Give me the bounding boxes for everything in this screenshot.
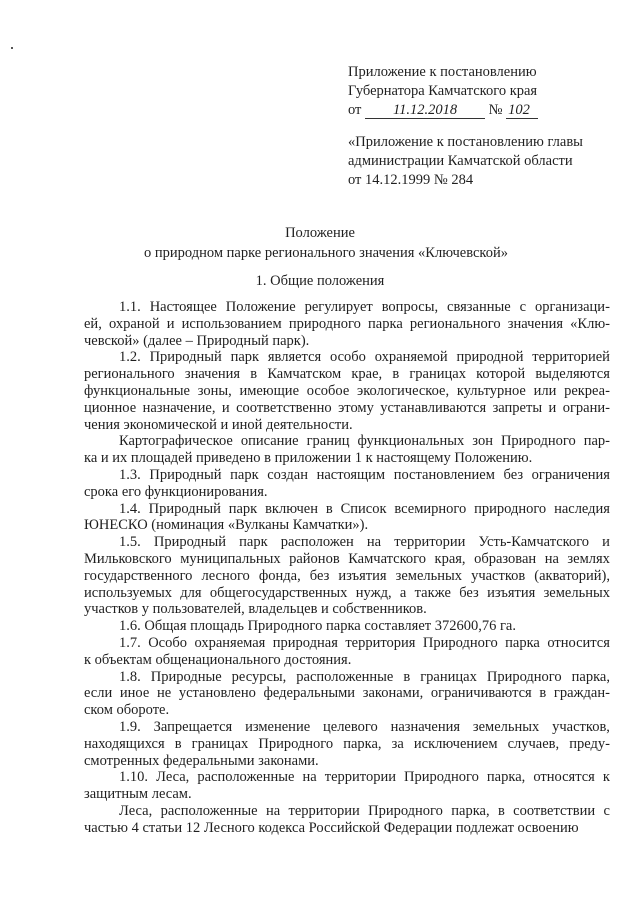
- paragraph-p1-1: [84, 299, 610, 349]
- paragraph-line: чения экономической и иной деятельности.: [84, 416, 353, 433]
- header-date-line: [348, 101, 633, 120]
- document-body: [84, 299, 610, 837]
- paragraph-line: чевской» (далее – Природный парк).: [84, 332, 310, 349]
- paragraph-line: 1.5. Природный парк расположен на территории Усть-Камчатского и: [119, 534, 610, 551]
- number-prefix: №: [488, 102, 503, 118]
- appendix-header: [348, 63, 633, 120]
- page-margin-dot: [11, 47, 13, 49]
- paragraph-line: 1.2. Природный парк является особо охраняемой природной территорией: [119, 349, 610, 366]
- paragraph-p1-10: [84, 769, 610, 803]
- decree-date: 11.12.2018: [365, 102, 485, 119]
- paragraph-p1-6: [84, 618, 610, 635]
- header-line-1: Приложение к постановлению: [348, 64, 537, 80]
- document-title: Положение: [285, 225, 355, 241]
- paragraph-line: государственного лесного фонда, без изъятия земельных участков (акваторий),: [84, 567, 610, 584]
- subheader-line-1: «Приложение к постановлению главы: [348, 134, 583, 150]
- subheader-line-2: администрации Камчатской области: [348, 153, 573, 169]
- paragraph-line: используемых для общегосударственных нужд, а также без изъятия земельных: [84, 584, 610, 601]
- paragraph-line: 1.6. Общая площадь Природного парка составляет 372600,76 га.: [119, 618, 516, 635]
- section-heading: 1. Общие положения: [255, 273, 385, 289]
- header-line-2: Губернатора Камчатского края: [348, 83, 538, 99]
- document-subtitle: о природном парке регионального значения «Ключевской»: [144, 245, 508, 261]
- paragraph-line: если иное не установлено федеральными законами, ограничиваются в граждан-: [84, 685, 610, 702]
- decree-number: 102: [506, 102, 538, 119]
- paragraph-line: ЮНЕСКО (номинация «Вулканы Камчатки»).: [84, 517, 369, 534]
- paragraph-line: Леса, расположенные на территории Природного парка, в соответствии с: [119, 802, 610, 819]
- paragraph-line: 1.4. Природный парк включен в Список всемирного природного наследия: [119, 500, 610, 517]
- paragraph-line: 1.3. Природный парк создан настоящим постановлением без ограничения: [119, 466, 610, 483]
- paragraph-line: участков у пользователей, владельцев и собственников.: [84, 601, 427, 618]
- paragraph-line: ском обороте.: [84, 702, 170, 719]
- paragraph-p1-2: [84, 349, 610, 433]
- paragraph-p1-7: [84, 635, 610, 669]
- paragraph-p1-4: [84, 501, 610, 535]
- paragraph-p1-3: [84, 467, 610, 501]
- paragraph-line: смотренных федеральными законами.: [84, 752, 319, 769]
- paragraph-line: функциональные зоны, имеющие особое экологическое, культурное или рекреа-: [84, 382, 610, 399]
- paragraph-p-carto: [84, 433, 610, 467]
- paragraph-p1-9: [84, 719, 610, 769]
- paragraph-line: ка и их площадей приведено в приложении 1 к настоящему Положению.: [84, 450, 533, 467]
- date-prefix: от: [348, 102, 362, 118]
- paragraph-line: 1.1. Настоящее Положение регулирует вопросы, связанные с организаци-: [119, 299, 610, 315]
- paragraph-line: Картографическое описание границ функциональных зон Природного пар-: [119, 433, 610, 450]
- subheader-line-3: от 14.12.1999 № 284: [348, 172, 474, 188]
- paragraph-line: регионального значения в Камчатском крае, в границах которой выделяются: [84, 366, 610, 383]
- paragraph-line: срока его функционирования.: [84, 483, 268, 500]
- original-appendix-reference: [348, 133, 633, 190]
- paragraph-line: 1.7. Особо охраняемая природная территория Природного парка относится: [119, 634, 610, 651]
- paragraph-line: 1.9. Запрещается изменение целевого назначения земельных участков,: [119, 718, 610, 735]
- paragraph-line: частью 4 статьи 12 Лесного кодекса Российской Федерации подлежат освоению: [84, 819, 579, 836]
- paragraph-p1-5: [84, 534, 610, 618]
- paragraph-line: ей, охраной и использованием природного парка регионального значения «Клю-: [84, 315, 610, 332]
- paragraph-line: к объектам общенационального достояния.: [84, 651, 352, 668]
- paragraph-p-forest: [84, 803, 610, 837]
- paragraph-line: находящихся в границах Природного парка, за исключением случаев, преду-: [84, 735, 610, 752]
- paragraph-line: защитным лесам.: [84, 786, 192, 803]
- paragraph-p1-8: [84, 669, 610, 719]
- paragraph-line: ционное назначение, и соответственно этому устанавливаются запреты и ограни-: [84, 399, 610, 416]
- paragraph-line: Мильковского муниципальных районов Камчатского края, образован на землях: [84, 550, 610, 567]
- paragraph-line: 1.8. Природные ресурсы, расположенные в границах Природного парка,: [119, 668, 610, 685]
- paragraph-line: 1.10. Леса, расположенные на территории Природного парка, относятся к: [119, 769, 610, 786]
